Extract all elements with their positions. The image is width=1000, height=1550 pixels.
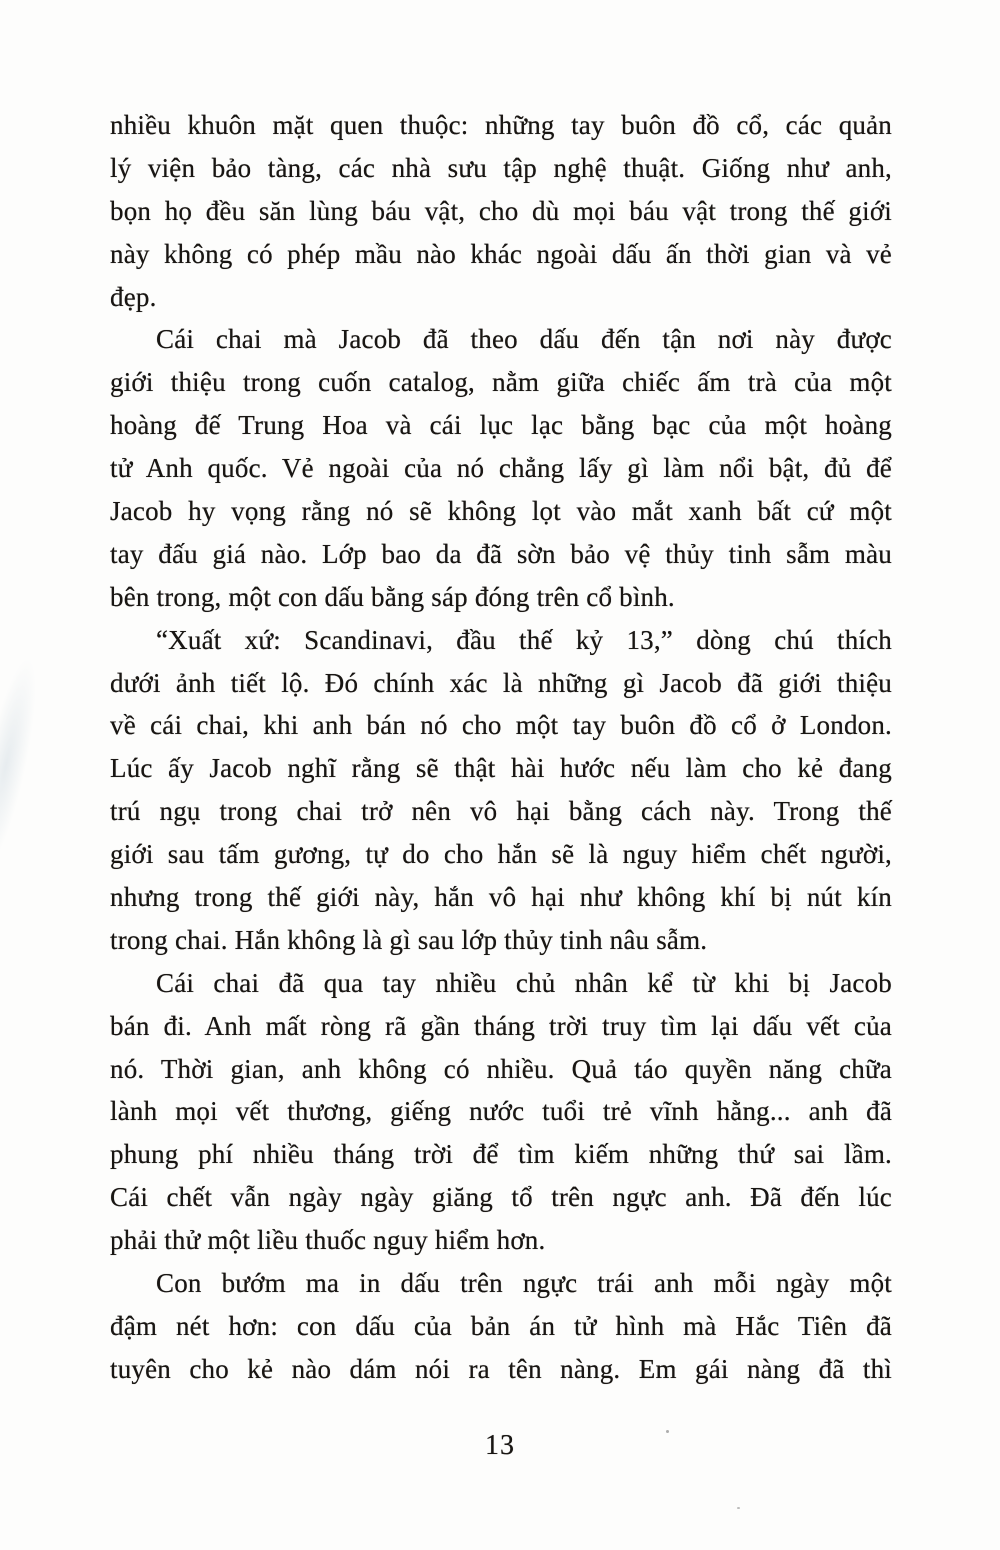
text-line: lý viện bảo tàng, các nhà sưu tập nghệ thuật. Giống như anh, — [110, 152, 892, 183]
text-line: phải thử một liều thuốc nguy hiểm hơn. — [110, 1225, 546, 1256]
text-line: về cái chai, khi anh bán nó cho một tay buôn đồ cổ ở London. — [110, 710, 892, 741]
body-text — [110, 104, 892, 1391]
text-line: tuyên cho kẻ nào dám nói ra tên nàng. Em gái nàng đã thì — [110, 1353, 892, 1384]
text-line: Cái chai mà Jacob đã theo dấu đến tận nơi này được — [156, 324, 892, 355]
text-line: nó. Thời gian, anh không có nhiều. Quả táo quyền năng chữa — [110, 1053, 892, 1084]
page-number: 13 — [485, 1430, 515, 1461]
text-line: đẹp. — [110, 281, 157, 312]
text-line: lành mọi vết thương, giếng nước tuổi trẻ vĩnh hằng... anh đã — [110, 1096, 892, 1127]
text-line: Lúc ấy Jacob nghĩ rằng sẽ thật hài hước nếu làm cho kẻ đang — [110, 753, 892, 784]
text-line: hoàng đế Trung Hoa và cái lục lạc bằng bạc của một hoàng — [110, 410, 892, 441]
text-line: dưới ảnh tiết lộ. Đó chính xác là những gì Jacob đã giới thiệu — [110, 667, 892, 698]
text-line: nhưng trong thế giới này, hắn vô hại như không khí bị nút kín — [110, 882, 892, 913]
text-line: Jacob hy vọng rằng nó sẽ không lọt vào mắt xanh bất cứ một — [110, 496, 892, 527]
scan-artifact — [0, 653, 48, 877]
text-line: trú ngụ trong chai trở nên vô hại bằng cách này. Trong thế — [110, 796, 892, 827]
text-line: này không có phép mầu nào khác ngoài dấu ấn thời gian và vẻ — [110, 238, 892, 269]
paragraph — [110, 104, 892, 318]
text-line: tử Anh quốc. Vẻ ngoài của nó chẳng lấy gì làm nổi bật, đủ để — [110, 453, 892, 484]
text-line: đậm nét hơn: con dấu của bản án tử hình mà Hắc Tiên đã — [110, 1310, 892, 1341]
text-line: tay đấu giá nào. Lớp bao da đã sờn bảo vệ thủy tinh sẫm màu — [110, 538, 892, 569]
text-line: Cái chết vẫn ngày ngày giăng tổ trên ngực anh. Đã đến lúc — [110, 1182, 892, 1213]
text-line: nhiều khuôn mặt quen thuộc: những tay buôn đồ cổ, các quản — [110, 110, 892, 140]
text-line: bên trong, một con dấu bằng sáp đóng trên cổ bình. — [110, 581, 675, 612]
text-line: bọn họ đều săn lùng báu vật, cho dù mọi báu vật trong thế giới — [110, 195, 892, 226]
paragraph — [110, 1262, 892, 1391]
scan-speck — [737, 1507, 740, 1509]
text-line: Con bướm ma in dấu trên ngực trái anh mỗi ngày một — [156, 1268, 892, 1299]
text-line: Cái chai đã qua tay nhiều chủ nhân kể từ khi bị Jacob — [156, 967, 892, 998]
text-line: phung phí nhiều tháng trời để tìm kiếm những thứ sai lầm. — [110, 1139, 892, 1170]
text-line: trong chai. Hắn không là gì sau lớp thủy tinh nâu sẫm. — [110, 924, 708, 955]
scan-speck — [666, 1430, 669, 1433]
paragraph — [110, 962, 892, 1262]
text-line: giới sau tấm gương, tự do cho hắn sẽ là nguy hiểm chết người, — [110, 839, 892, 870]
paragraph — [110, 619, 892, 962]
paragraph — [110, 318, 892, 618]
text-line: “Xuất xứ: Scandinavi, đầu thế kỷ 13,” dòng chú thích — [156, 624, 892, 655]
text-line: bán đi. Anh mất ròng rã gần tháng trời truy tìm lại dấu vết của — [110, 1010, 892, 1041]
text-line: giới thiệu trong cuốn catalog, nằm giữa chiếc ấm trà của một — [110, 367, 892, 398]
